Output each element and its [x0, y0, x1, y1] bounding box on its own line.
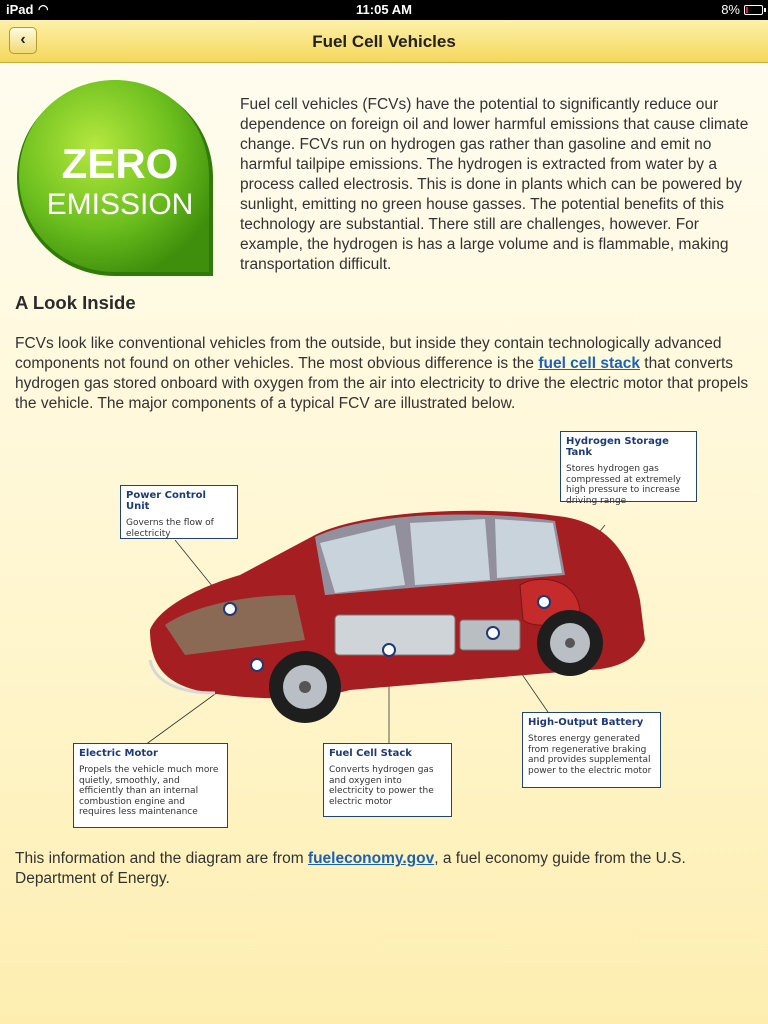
page-title: Fuel Cell Vehicles	[312, 32, 456, 51]
carrier-label: iPad	[6, 2, 34, 17]
section-heading: A Look Inside	[15, 292, 136, 313]
callout-title: Power Control Unit	[126, 490, 206, 512]
callout-description: Governs the flow of electricity	[126, 518, 214, 539]
footer-text-after: , a fuel economy guide from the U.S. Department of Energy.	[15, 850, 686, 887]
callout-title: High-Output Battery	[528, 717, 644, 728]
body-paragraph	[15, 334, 760, 414]
callout-electric-motor	[73, 743, 228, 828]
clock: 11:05 AM	[356, 2, 412, 17]
fcv-diagram	[65, 425, 705, 835]
navigation-bar	[0, 20, 768, 63]
fueleconomy-link[interactable]: fueleconomy.gov	[307, 850, 435, 867]
logo-line1: ZERO	[61, 140, 179, 187]
callout-description: Stores energy generated from regenerative braking and provides supplemental power to the electric motor	[528, 734, 652, 776]
source-note	[15, 849, 760, 889]
callout-title: Electric Motor	[79, 748, 158, 759]
para-text-after: that converts hydrogen gas stored onboard with oxygen from the air into electricity to drive the electric motor that propels the vehicle. The major components of a typical FCV are illustrated below.	[15, 355, 749, 412]
callout-title: Hydrogen Storage Tank	[566, 436, 669, 458]
logo-line2: EMISSION	[46, 188, 194, 221]
chevron-left-icon: ‹	[20, 31, 26, 48]
battery-icon	[744, 5, 763, 15]
callout-fuel-cell-stack	[323, 743, 452, 817]
callout-description: Converts hydrogen gas and oxygen into electricity to power the electric motor	[329, 765, 434, 807]
intro-paragraph: Fuel cell vehicles (FCVs) have the potential to significantly reduce our dependence on foreign oil and lower harmful emissions that cause climate change. FCVs run on hydrogen gas rather than gasoline and emit no harmful tailpipe emissions. The hydrogen is extracted from water by a process called electrosis. This is done in plants which can be powered by sunlight, emitting no green house gasses. The potential benefits of this technology are substantial. There still are challenges, however. For example, the hydrogen is has a large volume and is flammable, making transportation difficult.	[240, 96, 749, 273]
callout-title: Fuel Cell Stack	[329, 748, 412, 759]
footer-text-before: This information and the diagram are from	[15, 850, 308, 867]
wifi-icon: ◠	[38, 2, 49, 16]
callout-high-output-battery	[522, 712, 661, 788]
zero-emission-logo	[15, 78, 215, 278]
callout-power-control-unit	[120, 485, 238, 539]
callout-description: Stores hydrogen gas compressed at extremely high pressure to increase driving range	[566, 464, 681, 506]
para-text-before: FCVs look like conventional vehicles from the outside, but inside they contain technologically advanced components not found on other vehicles. The most obvious difference is the	[15, 335, 722, 372]
status-bar	[0, 0, 768, 20]
battery-percent: 8%	[721, 2, 740, 17]
fuel-cell-stack-link[interactable]: fuel cell stack	[538, 355, 640, 372]
callout-description: Propels the vehicle much more quietly, smoothly, and efficiently than an internal combustion engine and requires less maintenance	[79, 765, 219, 817]
callout-hydrogen-tank	[560, 431, 697, 506]
